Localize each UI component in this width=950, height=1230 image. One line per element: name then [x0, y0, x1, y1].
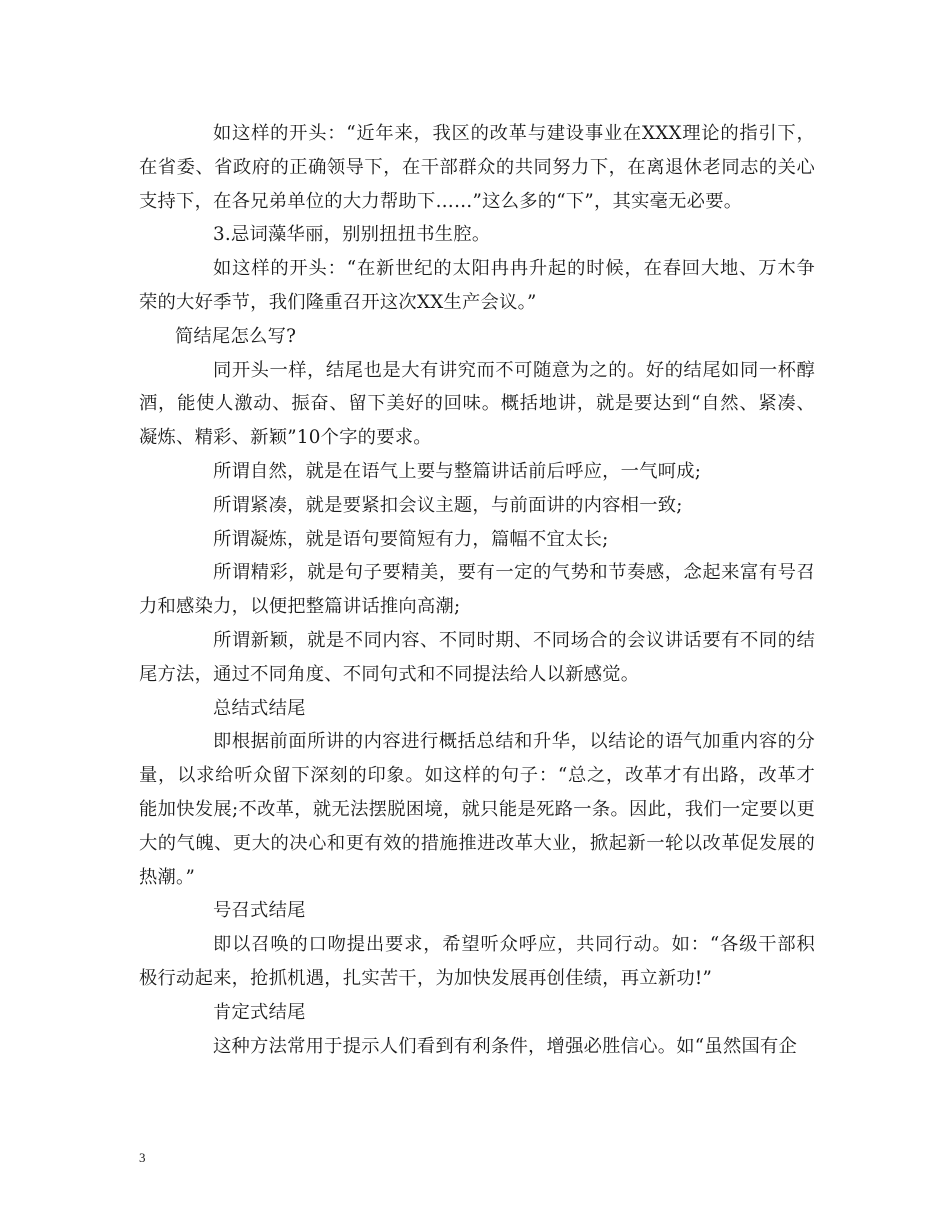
section-heading: 简结尾怎么写?	[175, 325, 297, 347]
paragraph: 所谓新颖，就是不同内容、不同时期、不同场合的会议讲话要有不同的结尾方法，通过不同角度、不同句式和不同提法给人以新感觉。	[139, 629, 815, 685]
paragraph: 如这样的开头：“近年来，我区的改革与建设事业在XXX理论的指引下，在省委、省政府的正确领导下，在干部群众的共同努力下，在离退休老同志的关心支持下，在各兄弟单位的大力帮助下……”这么多的“下”，其实毫无必要。	[139, 123, 815, 212]
paragraph: 即以召唤的口吻提出要求，希望听众呼应，共同行动。如：“各级干部积极行动起来，抢抓机遇，扎实苦干，为加快发展再创佳绩，再立新功!”	[139, 934, 815, 989]
subheading: 号召式结尾	[213, 900, 306, 922]
document-body	[139, 117, 815, 1063]
paragraph: 所谓凝炼，就是语句要简短有力，篇幅不宜太长;	[213, 528, 609, 550]
paragraph: 即根据前面所讲的内容进行概括总结和升华，以结论的语气加重内容的分量，以求给听众留下深刻的印象。如这样的句子：“总之，改革才有出路，改革才能加快发展;不改革，就无法摆脱困境，就只能是死路一条。因此，我们一定要以更大的气魄、更大的决心和更有效的措施推进改革大业，掀起新一轮以改革促发展的热潮。”	[139, 731, 815, 888]
subheading: 肯定式结尾	[213, 1001, 306, 1023]
paragraph: 所谓紧凑，就是要紧扣会议主题，与前面讲的内容相一致;	[213, 494, 683, 516]
paragraph: 同开头一样，结尾也是大有讲究而不可随意为之的。好的结尾如同一杯醇酒，能使人激动、振奋、留下美好的回味。概括地讲，就是要达到“自然、紧凑、凝炼、精彩、新颖”10个字的要求。	[139, 359, 815, 449]
paragraph: 3.忌词藻华丽，别别扭扭书生腔。	[213, 224, 491, 246]
paragraph: 这种方法常用于提示人们看到有利条件，增强必胜信心。如“虽然国有企	[213, 1035, 798, 1057]
paragraph: 所谓自然，就是在语气上要与整篇讲话前后呼应，一气呵成;	[213, 460, 702, 482]
paragraph: 如这样的开头：“在新世纪的太阳冉冉升起的时候，在春回大地、万木争荣的大好季节，我们隆重召开这次XX生产会议。”	[139, 258, 815, 313]
page-number: 3	[139, 1150, 146, 1165]
paragraph: 所谓精彩，就是句子要精美，要有一定的气势和节奏感，念起来富有号召力和感染力，以便把整篇讲话推向高潮;	[139, 562, 815, 618]
subheading: 总结式结尾	[213, 697, 306, 719]
